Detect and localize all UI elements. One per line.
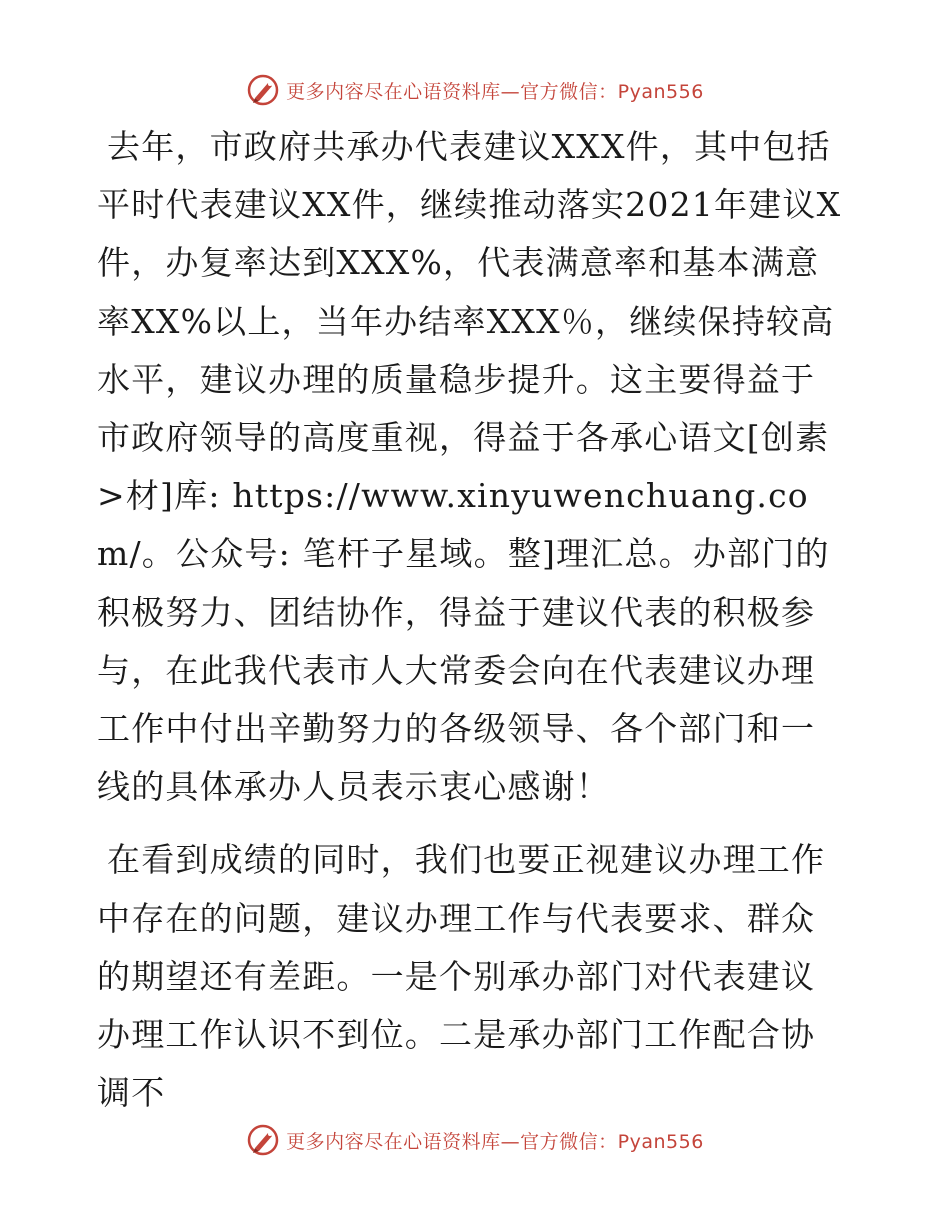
header-wechat-text: 官方微信：Pyan556 <box>520 80 704 103</box>
header-brand-text: 更多内容尽在心语资料库 <box>286 80 501 103</box>
footer-banner-text <box>286 1127 704 1154</box>
paragraph-achievements: 去年，市政府共承办代表建议XXX件，其中包括平时代表建议XX件，继续推动落实2021年建议X件，办复率达到XXX%，代表满意率和基本满意率XX%以上，当年办结率XXX％，继续保持较高水平，建议办理的质量稳步提升。这主要得益于市政府领导的高度重视，得益于各承心语文[创素>材]库: https://www.xinyuwenchuang.com/。公众号: 笔杆子星域。整]理汇总。办部门的积极努力、团结协作，得益于建议代表的积极参与，在此我代表市人大常委会向在代表建议办理工作中付出辛勤努力的各级领导、各个部门和一线的具体承办人员表示衷心感谢！ <box>97 127 842 807</box>
document-body <box>97 118 849 1122</box>
header-banner <box>0 70 950 110</box>
pen-logo-icon <box>246 1123 280 1157</box>
header-separator: — <box>500 80 521 103</box>
pen-logo-icon <box>246 73 280 107</box>
footer-wechat-text: 官方微信：Pyan556 <box>520 1130 704 1153</box>
header-banner-text <box>286 77 704 104</box>
footer-banner <box>0 1120 950 1160</box>
footer-separator: — <box>500 1130 521 1153</box>
paragraph-problems: 在看到成绩的同时，我们也要正视建议办理工作中存在的问题，建议办理工作与代表要求、群众的期望还有差距。一是个别承办部门对代表建议办理工作认识不到位。二是承办部门工作配合协调不 <box>97 840 826 1113</box>
footer-brand-text: 更多内容尽在心语资料库 <box>286 1130 501 1153</box>
